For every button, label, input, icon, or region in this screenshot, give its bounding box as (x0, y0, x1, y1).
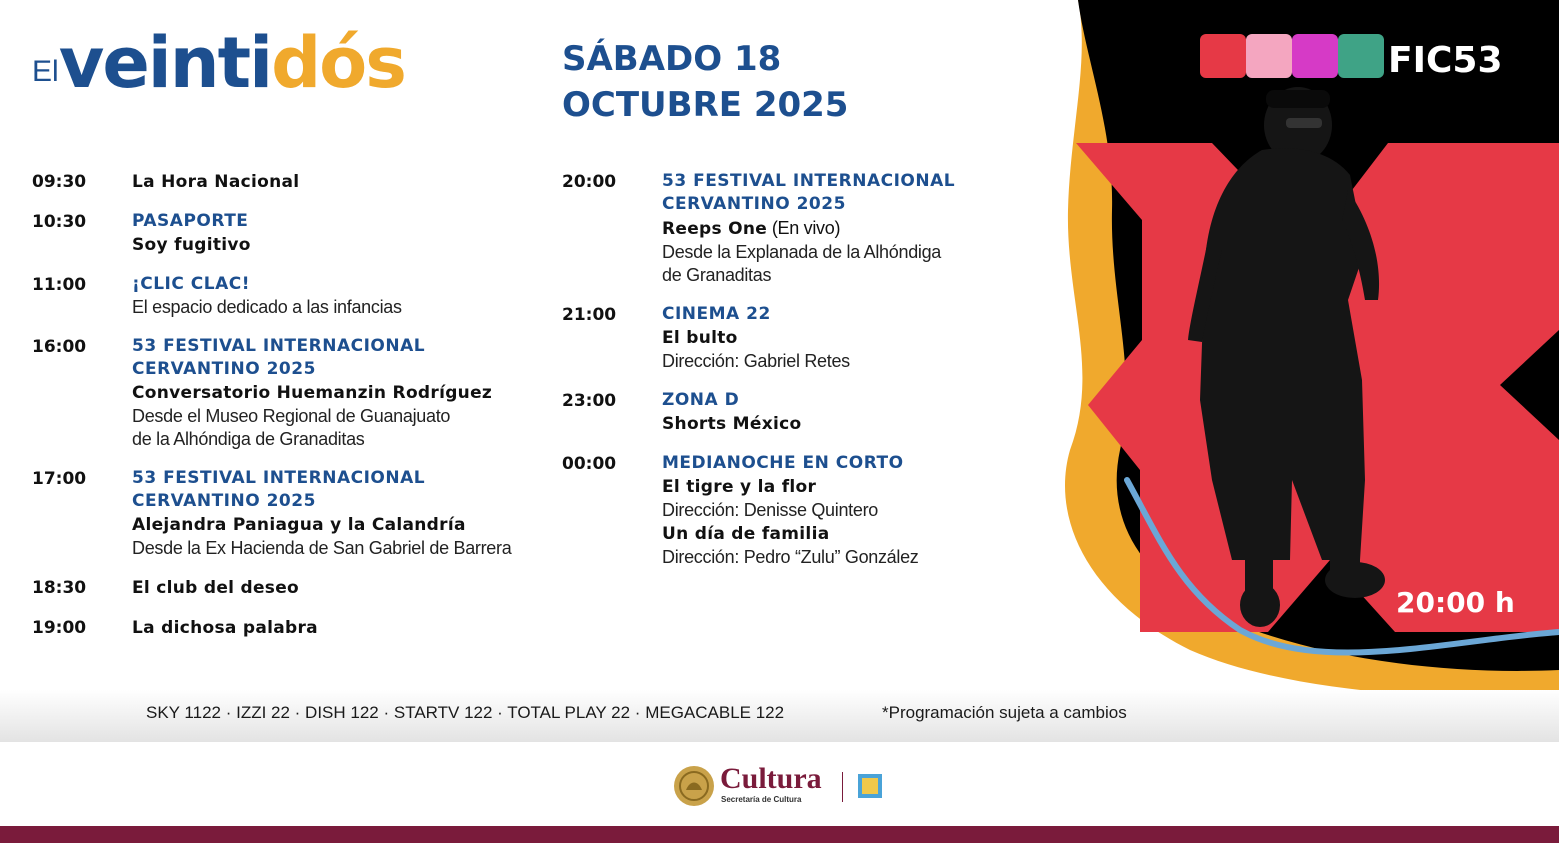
entry-category: MEDIANOCHE EN CORTO (662, 453, 904, 473)
entry-info (132, 576, 552, 600)
logo-veinti: veinti (58, 22, 272, 104)
entry-info (132, 273, 552, 319)
entry-time: 19:00 (32, 618, 87, 638)
fic53-logo (1200, 34, 1503, 81)
schedule-entry (32, 273, 552, 319)
entry-info (132, 210, 552, 257)
bottom-bar (0, 826, 1559, 843)
entry-title-text: Alejandra Paniagua y la Calandría (132, 515, 466, 535)
entry-title-text: La dichosa palabra (132, 618, 318, 638)
poster-showtime: 20:00 h (1396, 586, 1515, 619)
entry-category: 53 FESTIVAL INTERNACIONAL CERVANTINO 2025 (132, 468, 426, 511)
date-day: SÁBADO 18 (562, 39, 782, 79)
entry-info (662, 452, 992, 569)
entry-title-text: El club del deseo (132, 578, 300, 598)
entry-title (132, 513, 552, 537)
logo-el: El (32, 55, 59, 88)
entry-info (662, 389, 992, 436)
cultura-name: Cultura (720, 762, 822, 795)
schedule-entry (562, 452, 992, 569)
entry-time: 20:00 (562, 172, 617, 192)
schedule-entry (32, 467, 552, 560)
entry-detail: de Granaditas (662, 265, 772, 285)
schedule-entry (562, 389, 992, 436)
entry-detail: de la Alhóndiga de Granaditas (132, 429, 365, 449)
entry-time: 17:00 (32, 469, 87, 489)
entry-detail: Dirección: Gabriel Retes (662, 351, 850, 371)
entry-title (662, 326, 992, 350)
schedule-entry (32, 210, 552, 257)
schedule-disclaimer: *Programación sujeta a cambios (882, 703, 1127, 722)
entry-category: ¡CLIC CLAC! (132, 274, 250, 294)
entry-title (662, 412, 992, 436)
entry-time: 10:30 (32, 212, 87, 232)
entry-title (662, 475, 992, 499)
date-month-year: OCTUBRE 2025 (562, 85, 849, 125)
schedule-entry (562, 170, 992, 287)
entry-detail: Desde la Explanada de la Alhóndiga (662, 242, 942, 262)
entry-category: CINEMA 22 (662, 304, 771, 324)
entry-time: 18:30 (32, 578, 87, 598)
entry-title (132, 381, 552, 405)
entry-category: ZONA D (662, 390, 740, 410)
entry-title-text: Conversatorio Huemanzin Rodríguez (132, 383, 493, 403)
entry-time: 21:00 (562, 305, 617, 325)
entry-info (132, 170, 552, 194)
logo-dos: dós (271, 22, 405, 104)
canal22-icon (858, 774, 882, 798)
entry-title-note: (En vivo) (767, 218, 841, 238)
entry-category: 53 FESTIVAL INTERNACIONAL CERVANTINO 2025 (662, 171, 956, 214)
entry-title-text: Reeps One (662, 219, 768, 239)
entry-time: 09:30 (32, 172, 87, 192)
entry-info (132, 616, 552, 640)
entry-info (662, 170, 992, 287)
entry-title-text: Soy fugitivo (132, 235, 251, 255)
schedule-entry (32, 576, 552, 600)
entry-title (132, 616, 552, 640)
entry-category: PASAPORTE (132, 211, 249, 231)
entry-detail: Dirección: Pedro “Zulu” González (662, 547, 919, 567)
fic53-logo-text: FIC53 (1388, 40, 1503, 81)
entry-title-text: Shorts México (662, 414, 802, 434)
entry-detail: Desde la Ex Hacienda de San Gabriel de Barrera (132, 538, 512, 558)
entry-title (662, 216, 992, 241)
mexican-seal-icon (672, 764, 716, 808)
entry-title-text: El tigre y la flor (662, 477, 817, 497)
entry-title (132, 170, 552, 194)
entry-time: 11:00 (32, 275, 87, 295)
entry-detail: Dirección: Denisse Quintero (662, 500, 878, 520)
schedule-entry (32, 616, 552, 640)
entry-time: 23:00 (562, 391, 617, 411)
entry-detail: Desde el Museo Regional de Guanajuato (132, 406, 451, 426)
schedule-date (562, 36, 848, 128)
schedule-entry (562, 303, 992, 373)
cultura-subtitle: Secretaría de Cultura (721, 795, 802, 804)
cultura-logo (672, 762, 892, 810)
entry-detail: El espacio dedicado a las infancias (132, 297, 402, 317)
schedule-entry (32, 335, 552, 451)
entry-time: 16:00 (32, 337, 87, 357)
schedule-column-left (32, 170, 552, 656)
entry-title (132, 576, 552, 600)
entry-info (662, 303, 992, 373)
entry-category: 53 FESTIVAL INTERNACIONAL CERVANTINO 2025 (132, 336, 426, 379)
entry-title-text: La Hora Nacional (132, 172, 300, 192)
entry-info (132, 467, 552, 560)
entry-title-text: El bulto (662, 328, 738, 348)
el-veintidos-logo (32, 22, 405, 112)
schedule-column-right (562, 170, 992, 585)
entry-title (132, 233, 552, 257)
schedule-entry (32, 170, 552, 194)
channel-list: SKY 1122 · IZZI 22 · DISH 122 · STARTV 122 · TOTAL PLAY 22 · MEGACABLE 122 (146, 703, 785, 722)
entry-title: Un día de familia (662, 524, 830, 544)
entry-info (132, 335, 552, 451)
logo-separator (842, 772, 843, 802)
entry-time: 00:00 (562, 454, 617, 474)
